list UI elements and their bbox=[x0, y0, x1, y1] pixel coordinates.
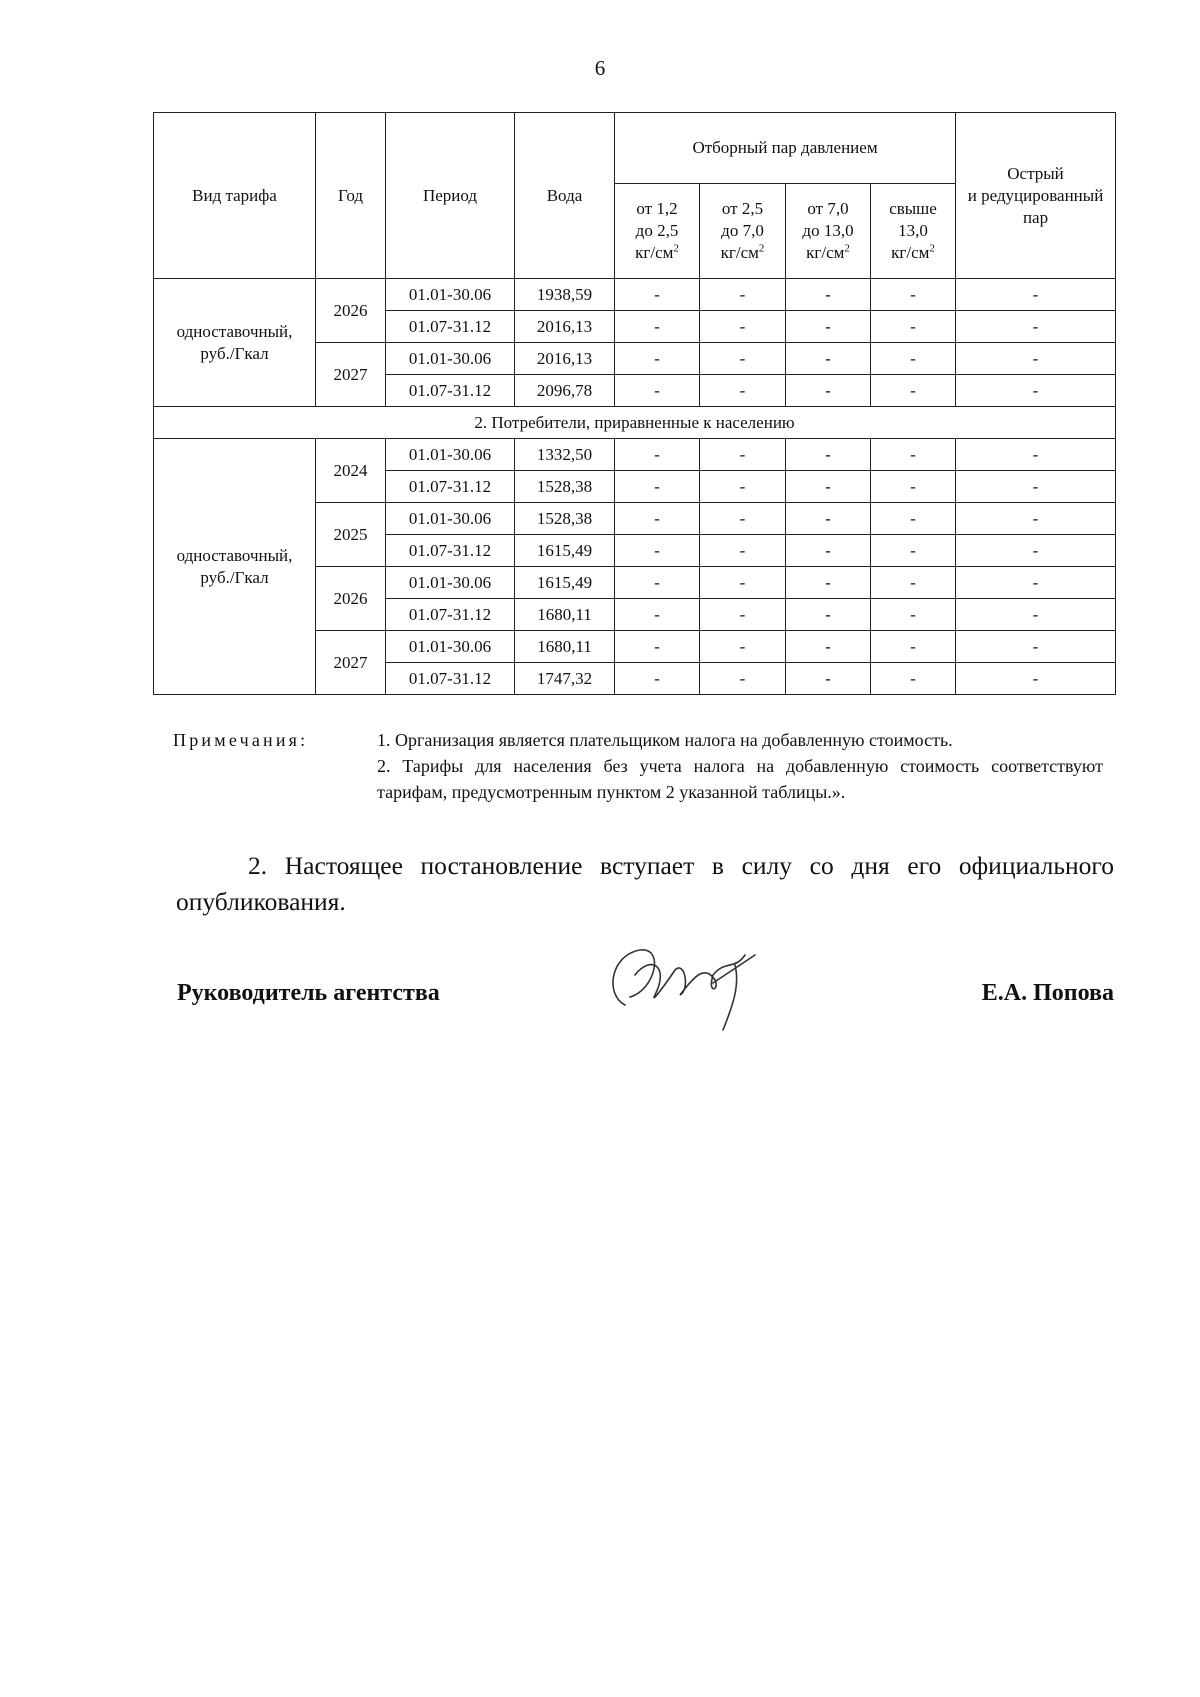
s3-cell: - bbox=[786, 375, 871, 407]
year-cell: 2026 bbox=[316, 279, 386, 343]
s3-cell: - bbox=[786, 439, 871, 471]
s4-cell: - bbox=[871, 503, 956, 535]
s1-cell: - bbox=[615, 535, 700, 567]
table-row bbox=[154, 439, 1116, 471]
s2-cell: - bbox=[700, 439, 786, 471]
water-cell: 1615,49 bbox=[515, 567, 615, 599]
sharp-cell: - bbox=[956, 311, 1116, 343]
header-water: Вода bbox=[515, 113, 615, 279]
year-cell: 2027 bbox=[316, 343, 386, 407]
water-cell: 1680,11 bbox=[515, 631, 615, 663]
water-cell: 1332,50 bbox=[515, 439, 615, 471]
sharp-cell: - bbox=[956, 503, 1116, 535]
s2-cell: - bbox=[700, 631, 786, 663]
header-year: Год bbox=[316, 113, 386, 279]
effective-date-paragraph: 2. Настоящее постановление вступает в силу со дня его официального опубликования. bbox=[176, 851, 1114, 916]
header-sharp-steam: Острый и редуцированный пар bbox=[956, 113, 1116, 279]
s1-cell: - bbox=[615, 343, 700, 375]
page-number: 6 bbox=[594, 56, 606, 80]
s1-cell: - bbox=[615, 503, 700, 535]
sharp-cell: - bbox=[956, 567, 1116, 599]
period-cell: 01.07-31.12 bbox=[386, 471, 515, 503]
section-2-title: 2. Потребители, приравненные к населению bbox=[154, 407, 1116, 439]
period-cell: 01.07-31.12 bbox=[386, 311, 515, 343]
water-cell: 1528,38 bbox=[515, 503, 615, 535]
s2-cell: - bbox=[700, 535, 786, 567]
water-cell: 1615,49 bbox=[515, 535, 615, 567]
s2-cell: - bbox=[700, 471, 786, 503]
s1-cell: - bbox=[615, 631, 700, 663]
period-cell: 01.01-30.06 bbox=[386, 343, 515, 375]
s4-cell: - bbox=[871, 311, 956, 343]
note-item-2: 2. Тарифы для населения без учета налога на добавленную стоимость соответствуют тарифам, предусмотренным пунктом 2 указанной таблицы.». bbox=[377, 756, 1103, 802]
s4-cell: - bbox=[871, 279, 956, 311]
s3-cell: - bbox=[786, 343, 871, 375]
header-period: Период bbox=[386, 113, 515, 279]
s3-cell: - bbox=[786, 567, 871, 599]
header-steam-4: свыше 13,0 $кг/см^2$ bbox=[871, 184, 956, 279]
s1-cell: - bbox=[615, 311, 700, 343]
period-cell: 01.07-31.12 bbox=[386, 663, 515, 695]
s2-cell: - bbox=[700, 279, 786, 311]
tariff-table bbox=[153, 112, 1116, 695]
s4-cell: - bbox=[871, 343, 956, 375]
s1-cell: - bbox=[615, 567, 700, 599]
period-cell: 01.01-30.06 bbox=[386, 631, 515, 663]
header-steam-1: от 1,2 до 2,5 $кг/см^2$ bbox=[615, 184, 700, 279]
water-cell: 1528,38 bbox=[515, 471, 615, 503]
water-cell: 1938,59 bbox=[515, 279, 615, 311]
s3-cell: - bbox=[786, 503, 871, 535]
s1-cell: - bbox=[615, 599, 700, 631]
header-tariff-type: Вид тарифа bbox=[154, 113, 316, 279]
table-row bbox=[154, 279, 1116, 311]
s1-cell: - bbox=[615, 375, 700, 407]
s1-cell: - bbox=[615, 663, 700, 695]
sharp-cell: - bbox=[956, 343, 1116, 375]
s4-cell: - bbox=[871, 471, 956, 503]
note-item-1: 1. Организация является плательщиком налога на добавленную стоимость. bbox=[377, 730, 953, 750]
s3-cell: - bbox=[786, 471, 871, 503]
period-cell: 01.07-31.12 bbox=[386, 535, 515, 567]
signatory-title: Руководитель агентства bbox=[177, 980, 440, 1006]
sharp-cell: - bbox=[956, 631, 1116, 663]
header-steam-2: от 2,5 до 7,0 $кг/см^2$ bbox=[700, 184, 786, 279]
water-cell: 2096,78 bbox=[515, 375, 615, 407]
s4-cell: - bbox=[871, 663, 956, 695]
s3-cell: - bbox=[786, 535, 871, 567]
s3-cell: - bbox=[786, 631, 871, 663]
s4-cell: - bbox=[871, 439, 956, 471]
sharp-cell: - bbox=[956, 279, 1116, 311]
water-cell: 1747,32 bbox=[515, 663, 615, 695]
period-cell: 01.01-30.06 bbox=[386, 439, 515, 471]
signatory-name: Е.А. Попова bbox=[981, 980, 1114, 1006]
period-cell: 01.01-30.06 bbox=[386, 503, 515, 535]
s1-cell: - bbox=[615, 439, 700, 471]
group2-body bbox=[154, 439, 1116, 695]
group1-body bbox=[154, 279, 1116, 407]
water-cell: 2016,13 bbox=[515, 343, 615, 375]
period-cell: 01.01-30.06 bbox=[386, 567, 515, 599]
sharp-cell: - bbox=[956, 471, 1116, 503]
s4-cell: - bbox=[871, 375, 956, 407]
sharp-cell: - bbox=[956, 663, 1116, 695]
s4-cell: - bbox=[871, 599, 956, 631]
s4-cell: - bbox=[871, 567, 956, 599]
s2-cell: - bbox=[700, 599, 786, 631]
s1-cell: - bbox=[615, 471, 700, 503]
sharp-cell: - bbox=[956, 599, 1116, 631]
s3-cell: - bbox=[786, 599, 871, 631]
s3-cell: - bbox=[786, 663, 871, 695]
s2-cell: - bbox=[700, 663, 786, 695]
year-cell: 2024 bbox=[316, 439, 386, 503]
s2-cell: - bbox=[700, 343, 786, 375]
s4-cell: - bbox=[871, 535, 956, 567]
tariff-type-cell: одноставочный, руб./Гкал bbox=[154, 279, 316, 407]
s2-cell: - bbox=[700, 503, 786, 535]
tariff-type-cell: одноставочный, руб./Гкал bbox=[154, 439, 316, 695]
s2-cell: - bbox=[700, 375, 786, 407]
sharp-cell: - bbox=[956, 375, 1116, 407]
s2-cell: - bbox=[700, 311, 786, 343]
sharp-cell: - bbox=[956, 439, 1116, 471]
handwritten-signature bbox=[595, 935, 775, 1035]
sharp-cell: - bbox=[956, 535, 1116, 567]
header-steam-3: от 7,0 до 13,0 $кг/см^2$ bbox=[786, 184, 871, 279]
s3-cell: - bbox=[786, 311, 871, 343]
water-cell: 2016,13 bbox=[515, 311, 615, 343]
s4-cell: - bbox=[871, 631, 956, 663]
s1-cell: - bbox=[615, 279, 700, 311]
period-cell: 01.07-31.12 bbox=[386, 599, 515, 631]
year-cell: 2025 bbox=[316, 503, 386, 567]
s3-cell: - bbox=[786, 279, 871, 311]
notes-label: Примечания: bbox=[173, 730, 309, 750]
year-cell: 2026 bbox=[316, 567, 386, 631]
header-selected-steam: Отборный пар давлением bbox=[615, 113, 956, 184]
s2-cell: - bbox=[700, 567, 786, 599]
water-cell: 1680,11 bbox=[515, 599, 615, 631]
year-cell: 2027 bbox=[316, 631, 386, 695]
period-cell: 01.01-30.06 bbox=[386, 279, 515, 311]
period-cell: 01.07-31.12 bbox=[386, 375, 515, 407]
